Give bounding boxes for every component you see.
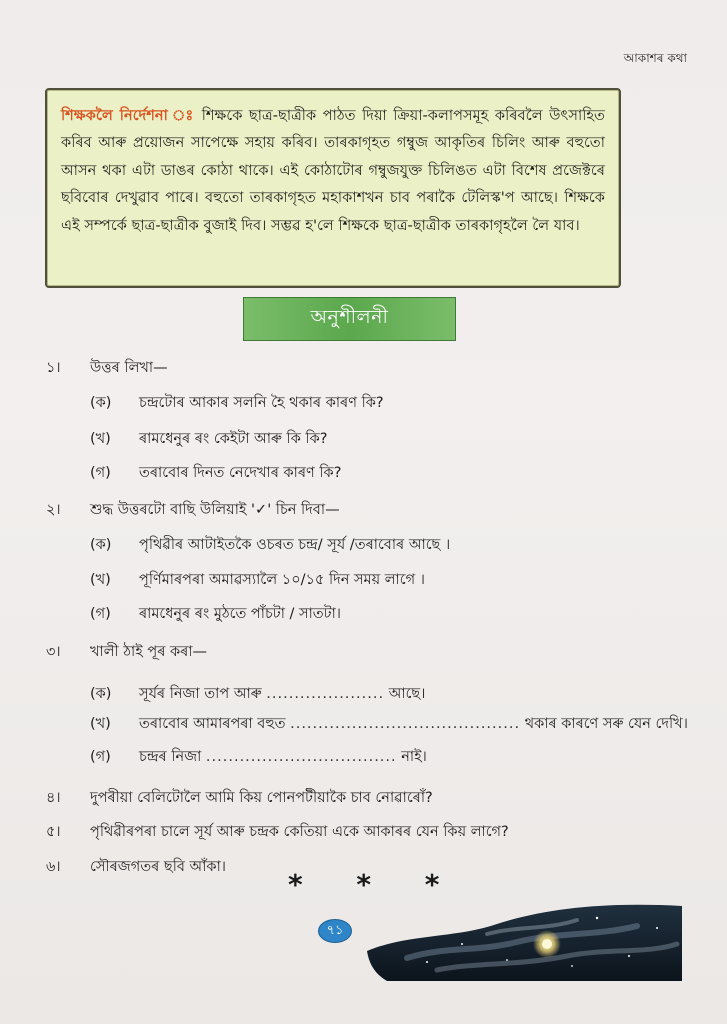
question-text: শুদ্ধ উত্তৰটো বাছি উলিয়াই '✓' চিন দিবা—	[90, 502, 340, 518]
question-number: ১।	[46, 360, 61, 376]
sub-mark: (খ)	[90, 431, 111, 447]
sub-mark: (ক)	[90, 537, 112, 553]
sub-mark: (খ)	[90, 716, 111, 732]
sub-text: তৰাবোৰ দিনত নেদেখাৰ কাৰণ কি?	[139, 465, 342, 481]
exercise-title: অনুশীলনী	[243, 297, 456, 341]
sub-text	[139, 683, 425, 707]
sub-text: চন্দ্ৰটোৰ আকাৰ সলনি হৈ থকাৰ কাৰণ কি?	[139, 395, 384, 411]
exercise-banner	[243, 297, 454, 339]
sub-mark: (গ)	[90, 606, 111, 622]
blank-prefix: তৰাবোৰ আমাৰপৰা বহুত	[139, 716, 286, 732]
sub-mark: (ক)	[90, 686, 112, 702]
sub-text: ৰামধেনুৰ ৰং কেইটা আৰু কি কি?	[139, 431, 328, 447]
blank-line: .....................	[266, 686, 385, 702]
section-separator: * * *	[288, 868, 462, 901]
blank-prefix: সূৰ্যৰ নিজা তাপ আৰু	[139, 686, 262, 702]
blank-suffix: নাই।	[401, 749, 427, 765]
running-head: আকাশৰ কথা	[623, 51, 687, 65]
question-number: ৬।	[46, 859, 61, 875]
sub-mark: (খ)	[90, 572, 111, 588]
question-number: ২।	[46, 502, 61, 518]
blank-prefix: চন্দ্ৰৰ নিজা	[139, 749, 202, 765]
blank-line: ..................................	[205, 749, 397, 765]
sub-text: পূৰ্ণিমাৰপৰা অমাৱস্যালৈ ১০/১৫ দিন সময় লাগে ।	[139, 572, 425, 588]
question-number: ৫।	[46, 824, 61, 840]
question-text: সৌৰজগতৰ ছবি আঁকা।	[90, 859, 226, 875]
sub-mark: (গ)	[90, 465, 111, 481]
teacher-note-body: শিক্ষকে ছাত্র-ছাত্রীক পাঠত দিয়া ক্রিয়া-কলাপসমূহ কৰিবলৈ উৎসাহিত কৰিব আৰু প্ৰয়োজন সাপেক্ষে সহায় কৰিব। তাৰকাগৃহত গম্বুজ আকৃতিৰ চিলিং আৰু বহুতো আসন থকা এটা ডাঙৰ কোঠা থাকে। এই কোঠাটোৰ গম্বুজযুক্ত চিলিঙত এটা বিশেষ প্ৰজেক্টৰে ছবিবোৰ দেখুৱাব পাৰে। বহুতো তাৰকাগৃহত মহাকাশখন চাব পৰাকৈ টেলিস্ক'প আছে। শিক্ষকে এই সম্পৰ্কে ছাত্ৰ-ছাত্ৰীক বুজাই দিব। সম্ভৱ হ'লে শিক্ষকে ছাত্ৰ-ছাত্ৰীক তাৰকাগৃহলৈ লৈ যাব।	[61, 107, 605, 234]
sub-text	[139, 746, 427, 770]
sub-mark: (ক)	[90, 395, 112, 411]
teacher-instruction-box	[45, 88, 621, 288]
question-number: ৩।	[46, 644, 61, 660]
sub-mark: (গ)	[90, 749, 111, 765]
blank-suffix: আছে।	[388, 686, 426, 702]
blank-line: .........................................	[290, 716, 521, 732]
question-text: খালী ঠাই পূৰ কৰা—	[90, 644, 208, 660]
page-number-badge: ৭১	[318, 919, 352, 943]
question-text: উত্তৰ লিখা—	[90, 360, 168, 376]
sub-text: পৃথিৱীৰ আটাইতকৈ ওচৰত চন্দ্ৰ/ সূৰ্য /তৰাবোৰ আছে ।	[139, 537, 451, 553]
question-text: পৃথিৱীৰপৰা চালে সূৰ্য আৰু চন্দ্ৰক কেতিয়া একে আকাৰৰ যেন কিয় লাগে?	[90, 824, 509, 840]
question-number: ৪।	[46, 790, 61, 806]
sub-text	[139, 713, 688, 737]
sub-text: ৰামধেনুৰ ৰং মুঠতে পাঁচটা / সাতটা।	[139, 606, 341, 622]
blank-suffix: থকাৰ কাৰণে সৰু যেন দেখি।	[524, 716, 688, 732]
question-text: দুপৰীয়া বেলিটোলৈ আমি কিয় পোনপটীয়াকৈ চাব নোৱাৰোঁ?	[90, 790, 433, 806]
teacher-note-label: শিক্ষকলৈ নির্দেশনা ঃ	[61, 107, 196, 124]
night-sky-illustration	[367, 896, 682, 981]
